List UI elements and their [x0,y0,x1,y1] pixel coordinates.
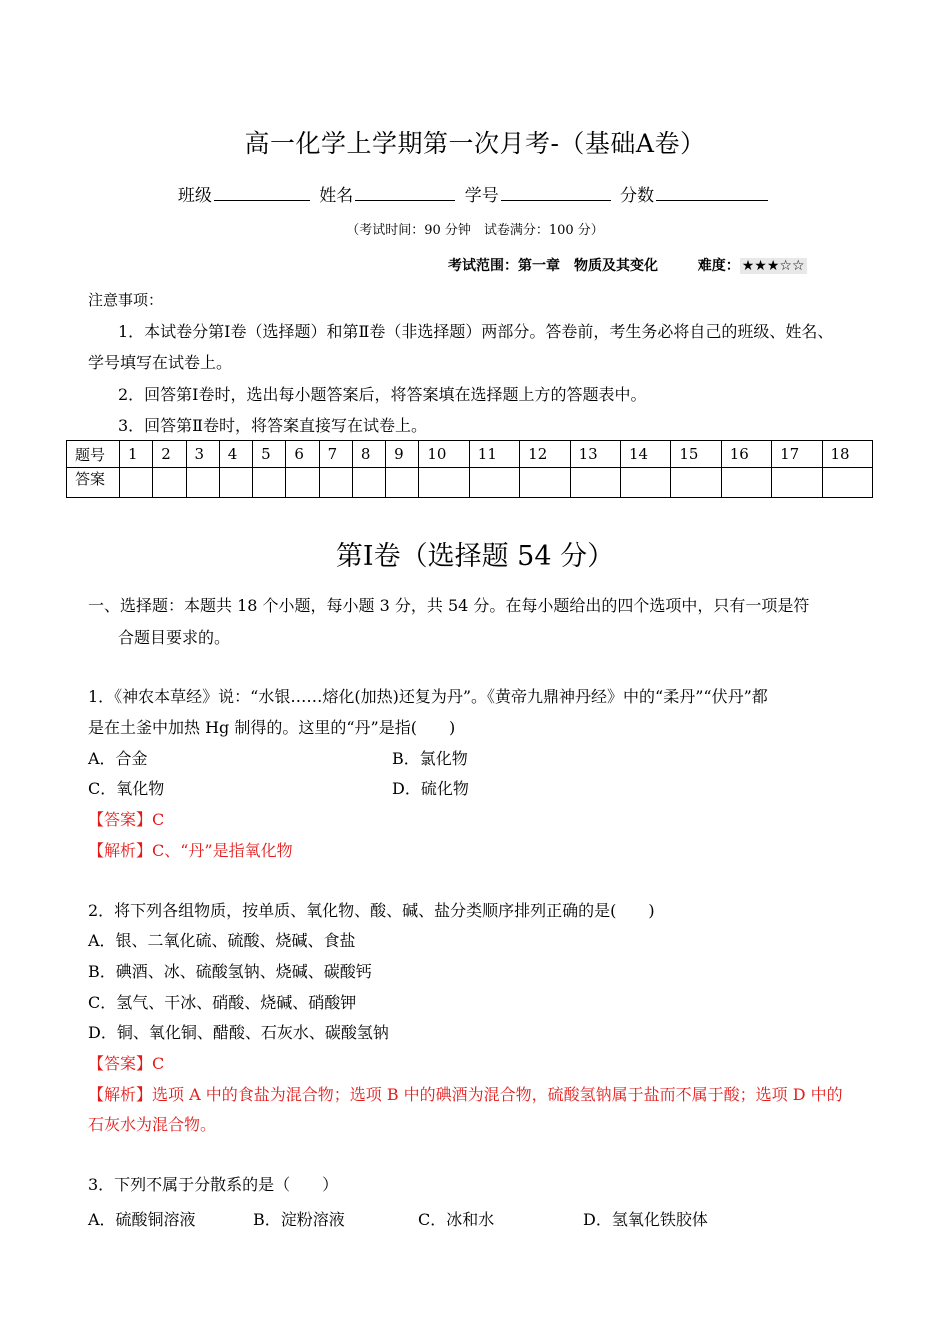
answer-cell[interactable] [120,468,153,498]
student-info-row [0,181,950,206]
exam-scope [448,255,807,275]
question-2-stem: 2．将下列各组物质，按单质、氧化物、酸、碱、盐分类顺序排列正确的是( ) [88,901,655,920]
answer-cell[interactable] [822,468,872,498]
question-number-cell: 4 [219,441,252,468]
question-number-cell: 13 [570,441,620,468]
exam-time-info: （考试时间：90 分钟 试卷满分：100 分） [346,223,604,238]
name-blank[interactable] [355,182,455,201]
question-1-answer: 【答案】C [88,810,165,829]
answer-cell[interactable] [671,468,721,498]
score-blank[interactable] [656,182,768,201]
answer-cell[interactable] [286,468,319,498]
question-number-cell: 9 [386,441,419,468]
row-label: 答案 [67,468,120,498]
question-number-cell: 15 [671,441,721,468]
question-1-option-d: D．硫化物 [392,779,469,798]
analysis-text: 选项 A 中的食盐为混合物；选项 B 中的碘酒为混合物，硫酸氢钠属于盐而不属于酸；选项 D 中的 [152,1085,843,1104]
answer-cell[interactable] [469,468,519,498]
question-1-analysis: 【解析】C、“丹”是指氧化物 [88,841,293,860]
notice-heading: 注意事项： [88,291,164,309]
answer-cell[interactable] [620,468,670,498]
question-3-stem: 3．下列不属于分散系的是（ ） [88,1175,339,1194]
row-label: 题号 [67,441,120,468]
question-number-cell: 14 [620,441,670,468]
question-2-option-d: D．铜、氧化铜、醋酸、石灰水、碳酸氢钠 [88,1023,389,1042]
name-label: 姓名 [319,186,354,206]
question-2-answer: 【答案】C [88,1054,165,1073]
section-intro-cont: 合题目要求的。 [118,628,231,647]
question-number-cell: 11 [469,441,519,468]
question-1-option-c: C．氧化物 [88,779,165,798]
answer-cell[interactable] [352,468,385,498]
answer-cell[interactable] [153,468,186,498]
question-3-option-a: A．硫酸铜溶液 [88,1210,196,1229]
question-1-option-b: B．氯化物 [392,749,468,768]
class-blank[interactable] [214,182,310,201]
question-number-row [67,441,873,468]
question-number-cell: 7 [319,441,352,468]
section-intro: 一、选择题：本题共 18 个小题，每小题 3 分，共 54 分。在每小题给出的四个选项中，只有一项是符 [88,596,810,615]
question-number-cell: 10 [419,441,469,468]
question-1-stem: 1．《神农本草经》说：“水银……熔化(加热)还复为丹”。《黄帝九鼎神丹经》中的“柔丹”“伏丹”都 [88,687,768,706]
score-label: 分数 [620,186,655,206]
answer-cell[interactable] [721,468,771,498]
scope-label: 考试范围：第一章 物质及其变化 [448,258,658,274]
question-number-cell: 18 [822,441,872,468]
question-number-cell: 1 [120,441,153,468]
question-1-stem-cont: 是在土釜中加热 Hg 制得的。这里的“丹”是指( ) [88,718,456,737]
question-2-analysis-cont: 石灰水为混合物。 [88,1115,217,1134]
difficulty-label: 难度： [697,258,740,274]
analysis-tag: 【解析】 [88,1085,153,1104]
question-number-cell: 6 [286,441,319,468]
answer-cell[interactable] [386,468,419,498]
student-id-blank[interactable] [501,182,611,201]
exam-title: 高一化学上学期第一次月考-（基础A卷） [244,129,706,158]
section-title: 第Ⅰ卷（选择题 54 分） [335,541,615,572]
answer-cell[interactable] [319,468,352,498]
answer-cell[interactable] [419,468,469,498]
class-label: 班级 [177,186,212,206]
answer-cell[interactable] [520,468,570,498]
question-number-cell: 3 [186,441,219,468]
question-3-option-b: B．淀粉溶液 [253,1210,345,1229]
answer-cell[interactable] [186,468,219,498]
answer-cell[interactable] [253,468,286,498]
notice-item-1: 1．本试卷分第Ⅰ卷（选择题）和第Ⅱ卷（非选择题）两部分。答卷前，考生务必将自己的班级、姓名、 [118,322,834,341]
notice-item-2: 2．回答第Ⅰ卷时，选出每小题答案后，将答案填在选择题上方的答题表中。 [118,385,647,404]
question-number-cell: 17 [772,441,822,468]
question-number-cell: 16 [721,441,771,468]
answer-table [66,440,873,498]
question-2-option-a: A．银、二氧化硫、硫酸、烧碱、食盐 [88,931,356,950]
question-number-cell: 8 [352,441,385,468]
answer-row [67,468,873,498]
answer-cell[interactable] [772,468,822,498]
difficulty-stars: ★★★☆☆ [741,258,805,274]
question-2-option-b: B．碘酒、冰、硫酸氢钠、烧碱、碳酸钙 [88,962,372,981]
notice-item-3: 3．回答第Ⅱ卷时，将答案直接写在试卷上。 [118,416,428,435]
question-3-option-c: C．冰和水 [418,1210,495,1229]
question-1-option-a: A．合金 [88,749,148,768]
question-2-analysis [88,1082,843,1105]
question-3-option-d: D．氢氧化铁胶体 [583,1210,708,1229]
answer-cell[interactable] [570,468,620,498]
question-number-cell: 12 [520,441,570,468]
student-id-label: 学号 [464,186,499,206]
question-2-option-c: C．氢气、干冰、硝酸、烧碱、硝酸钾 [88,993,357,1012]
notice-item-1-cont: 学号填写在试卷上。 [88,353,233,372]
question-number-cell: 5 [253,441,286,468]
answer-cell[interactable] [219,468,252,498]
question-number-cell: 2 [153,441,186,468]
